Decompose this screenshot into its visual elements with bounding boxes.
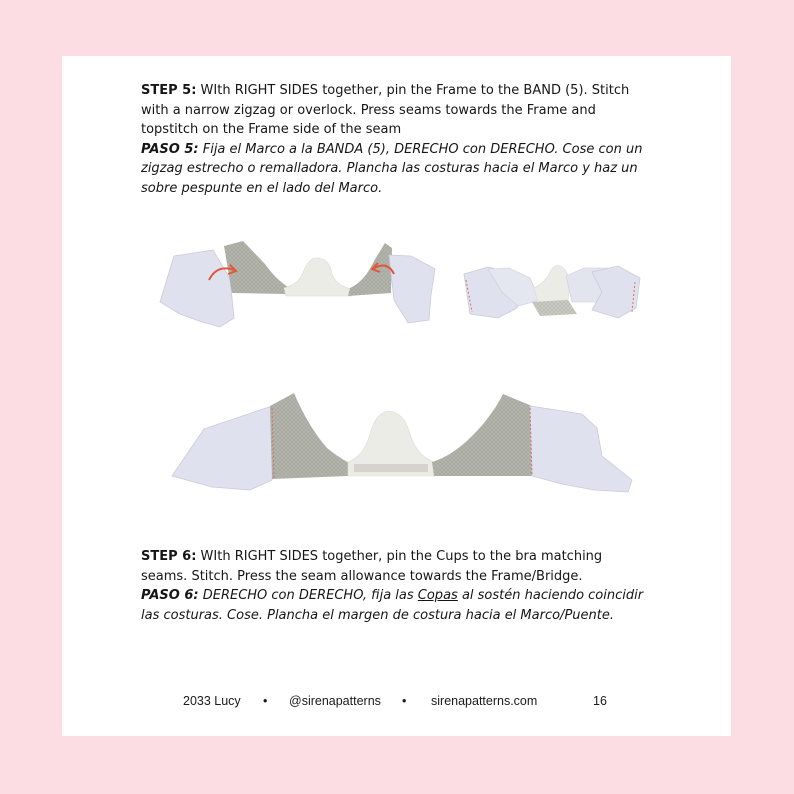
sewing-illustrations [62, 56, 731, 496]
paso-6-text-1: DERECHO con DERECHO, fija las [198, 588, 418, 603]
step-6-spanish [141, 586, 651, 625]
sewn-band-right [530, 406, 632, 492]
step-6-english [141, 547, 651, 586]
page-number: 16 [593, 694, 607, 708]
pattern-code: 2033 Lucy [183, 694, 241, 708]
step-6-text: WIth RIGHT SIDES together, pin the Cups to the bra matching seams. Stitch. Press the seam allowance towards the Frame/Bridge. [141, 549, 603, 584]
sewn-frame-left [270, 393, 352, 479]
paso-6-label: PASO 6: [141, 588, 199, 603]
figure-step5-sewn [172, 393, 632, 492]
sewn-frame-right [432, 394, 532, 476]
paso-5-label: PASO 5: [141, 141, 199, 157]
paso-6-text-2: al sostén haciendo coincidir las costuras. Cose. Plancha el margen de costura hacia el Marco/Puente. [141, 588, 644, 623]
step-6-label: STEP 6: [141, 549, 197, 564]
paso-5-text: Fija el Marco a la BANDA (5), DERECHO con DERECHO. Cose con un zigzag estrecho o remalladora. Plancha las costuras hacia el Marco y haz un sobre pespunte en el lado del Marco. [141, 141, 643, 196]
copas-link[interactable]: Copas [417, 588, 458, 603]
page-footer [62, 694, 731, 710]
step-6-instructions [141, 547, 651, 625]
pattern-page [62, 56, 731, 736]
frame-piece-right [348, 243, 392, 296]
instagram-handle[interactable]: @sirenapatterns [289, 694, 381, 708]
figure-step5-before [160, 241, 435, 327]
step-5-label: STEP 5: [141, 83, 197, 98]
band-piece-right [389, 255, 435, 323]
figure-step5-pinned [464, 266, 640, 318]
sewn-band-left [172, 406, 274, 490]
footer-separator: • [402, 694, 407, 708]
footer-separator: • [263, 694, 268, 708]
website-link[interactable]: sirenapatterns.com [431, 694, 538, 708]
band-piece-left [160, 250, 234, 327]
bridge-piece [284, 258, 352, 296]
step-5-text: WIth RIGHT SIDES together, pin the Frame to the BAND (5). Stitch with a narrow zigzag or overlock. Press seams towards the Frame and topstitch on the Frame side of the seam [141, 83, 630, 137]
